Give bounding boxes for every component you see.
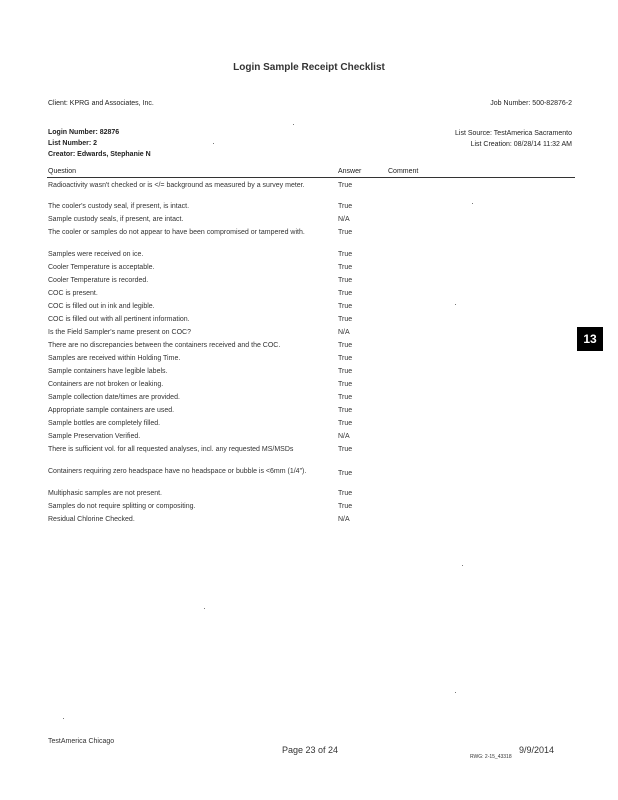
footer-code: RWG: 2-15_43318 (470, 754, 512, 760)
scan-speck (455, 304, 456, 305)
question-text: There is sufficient vol. for all requested analyses, incl. any requested MS/MSDs (48, 446, 294, 453)
footer-company: TestAmerica Chicago (48, 738, 115, 745)
question-text: Residual Chlorine Checked. (48, 516, 135, 523)
question-text: COC is filled out in ink and legible. (48, 303, 155, 310)
footer-date: 9/9/2014 (519, 745, 555, 755)
client-label: Client: KPRG and Associates, Inc. (48, 100, 154, 107)
question-text: COC is filled out with all pertinent information. (48, 316, 190, 323)
list-source: List Source: TestAmerica Sacramento (455, 130, 572, 137)
answer-text: True (338, 355, 353, 362)
answer-text: N/A (338, 216, 350, 223)
question-text: Sample collection date/times are provided. (48, 394, 180, 401)
question-text: Sample custody seals, if present, are intact. (48, 216, 184, 223)
question-text: COC is present. (48, 290, 98, 297)
question-text: Cooler Temperature is acceptable. (48, 264, 155, 271)
column-header-answer: Answer (338, 168, 362, 175)
question-text: Containers are not broken or leaking. (48, 381, 164, 388)
answer-text: N/A (338, 433, 350, 440)
list-number: List Number: 2 (48, 140, 98, 147)
question-text: Multiphasic samples are not present. (48, 490, 162, 497)
answer-text: True (338, 381, 353, 388)
header-rule (47, 177, 575, 178)
answer-text: True (338, 229, 353, 236)
answer-text: True (338, 368, 353, 375)
answer-text: True (338, 290, 353, 297)
scan-speck (455, 692, 456, 693)
answer-text: N/A (338, 329, 350, 336)
answer-text: True (338, 251, 353, 258)
list-creation: List Creation: 08/28/14 11:32 AM (470, 141, 572, 148)
scan-speck (204, 608, 205, 609)
login-number: Login Number: 82876 (48, 129, 120, 136)
answer-text: True (338, 264, 353, 271)
question-text: Samples are received within Holding Time. (48, 355, 181, 362)
scan-speck (213, 143, 214, 144)
scan-speck (63, 718, 64, 719)
scan-speck (462, 565, 463, 566)
answer-text: True (338, 394, 353, 401)
question-text: Sample containers have legible labels. (48, 368, 168, 375)
answer-text: True (338, 470, 353, 477)
column-header-question: Question (48, 168, 77, 175)
question-text: Samples do not require splitting or compositing. (48, 503, 196, 510)
answer-text: True (338, 407, 353, 414)
question-text: Containers requiring zero headspace have no headspace or bubble is <6mm (1/4"). (48, 468, 307, 475)
section-tab: 13 (577, 327, 603, 351)
answer-text: True (338, 182, 353, 189)
question-text: Is the Field Sampler's name present on COC? (48, 329, 191, 336)
scan-speck (293, 124, 294, 125)
question-text: The cooler's custody seal, if present, is intact. (48, 203, 190, 210)
question-text: There are no discrepancies between the containers received and the COC. (48, 342, 281, 349)
column-header-comment: Comment (388, 168, 419, 175)
answer-text: True (338, 503, 353, 510)
question-text: Sample Preservation Verified. (48, 433, 141, 440)
page-title: Login Sample Receipt Checklist (233, 62, 385, 73)
answer-text: True (338, 490, 353, 497)
answer-text: True (338, 420, 353, 427)
answer-text: True (338, 203, 353, 210)
answer-text: True (338, 303, 353, 310)
answer-text: N/A (338, 516, 350, 523)
answer-text: True (338, 446, 353, 453)
answer-text: True (338, 316, 353, 323)
question-text: The cooler or samples do not appear to have been compromised or tampered with. (48, 229, 305, 236)
footer-page-number: Page 23 of 24 (282, 745, 339, 755)
creator: Creator: Edwards, Stephanie N (48, 151, 151, 158)
job-number: Job Number: 500-82876-2 (490, 100, 572, 107)
question-text: Radioactivity wasn't checked or is </= background as measured by a survey meter. (48, 182, 305, 189)
answer-text: True (338, 342, 353, 349)
question-text: Sample bottles are completely filled. (48, 420, 161, 427)
scan-speck (472, 203, 473, 204)
question-text: Samples were received on ice. (48, 251, 144, 258)
question-text: Cooler Temperature is recorded. (48, 277, 149, 284)
answer-text: True (338, 277, 353, 284)
question-text: Appropriate sample containers are used. (48, 407, 175, 414)
